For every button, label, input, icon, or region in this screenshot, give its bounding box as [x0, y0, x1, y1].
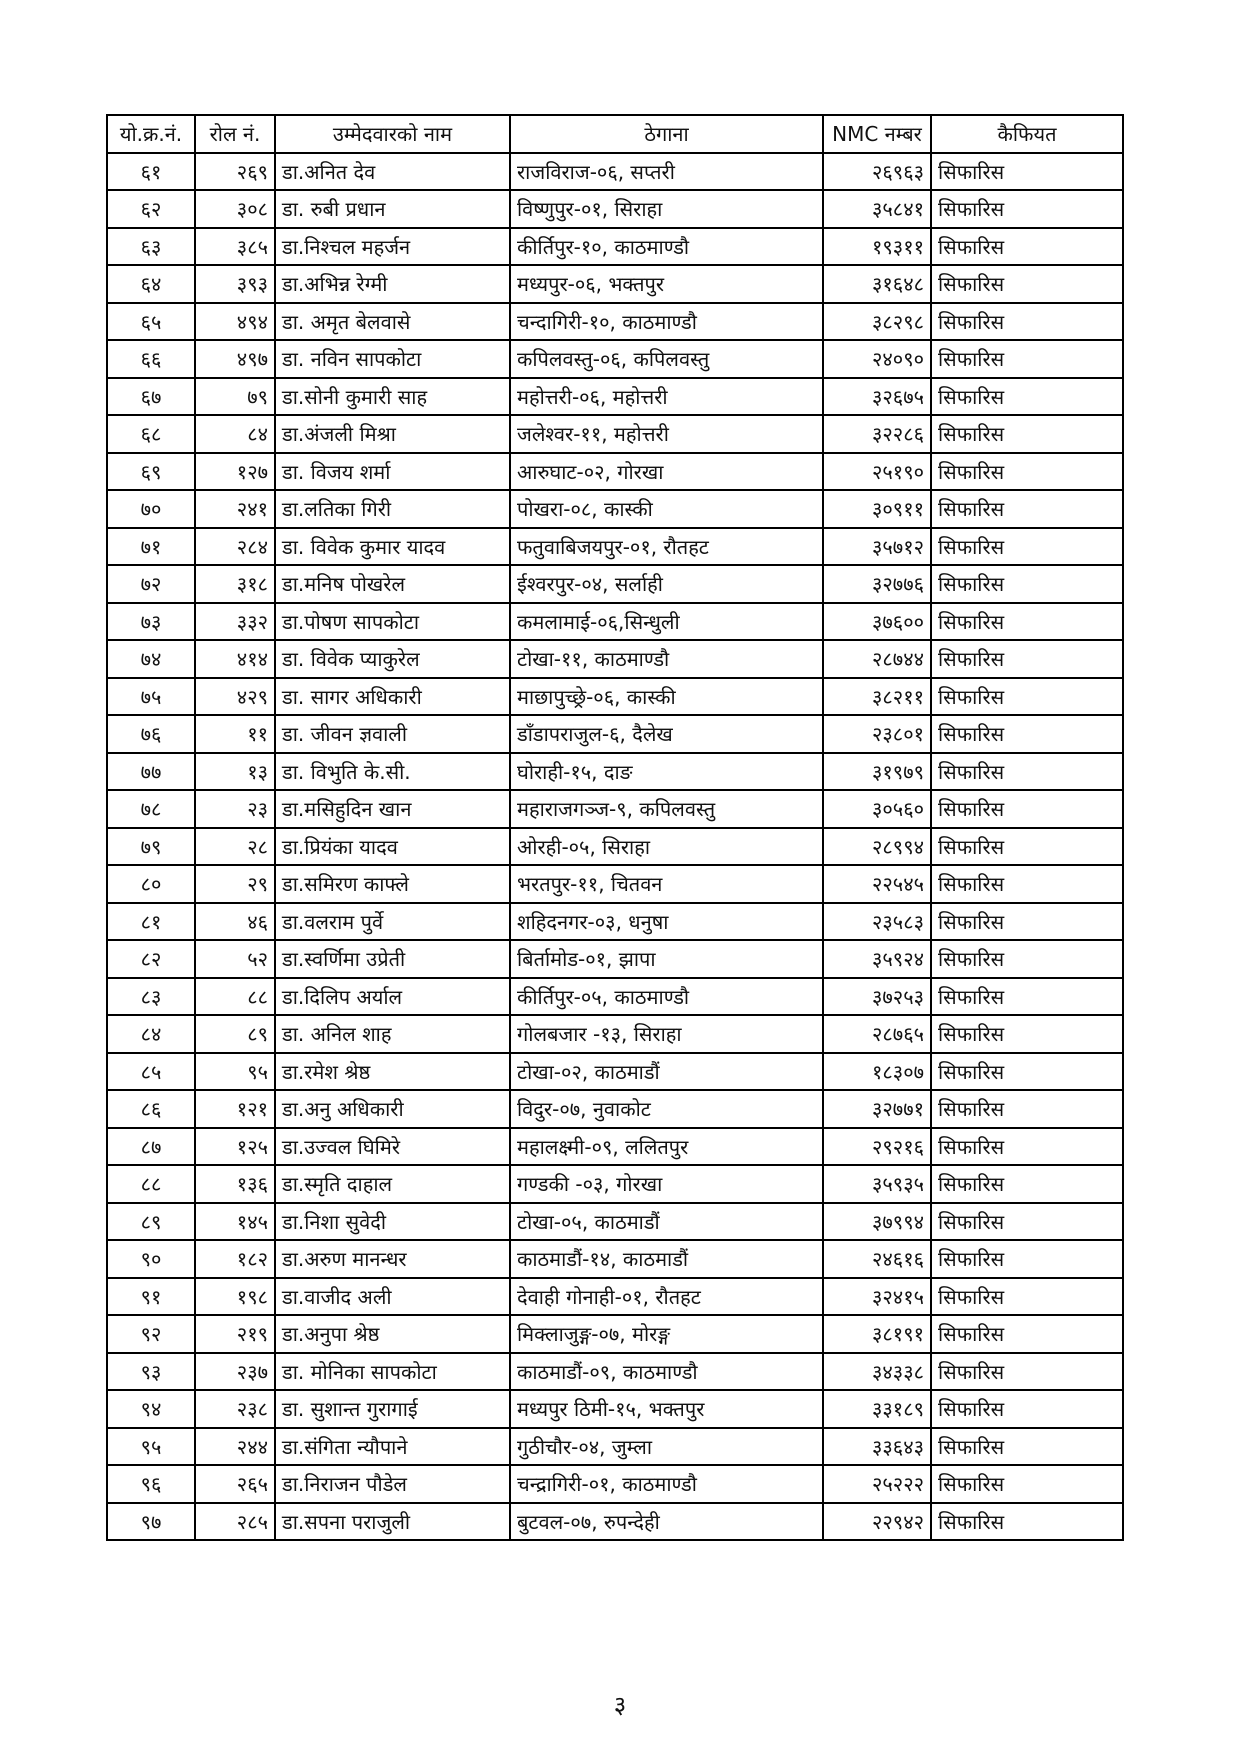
candidate-name-cell: डा. सुशान्त गुरागाई	[275, 1390, 510, 1428]
roll-number-cell: १२७	[195, 453, 275, 491]
table-row	[107, 565, 1123, 603]
nmc-number-cell: ३३१८९	[823, 1390, 931, 1428]
serial-number-cell: ८५	[107, 1053, 195, 1091]
candidate-name-cell: डा.रमेश श्रेष्ठ	[275, 1053, 510, 1091]
remarks-cell: सिफारिस	[931, 1203, 1123, 1241]
candidate-name-cell: डा.निश्चल महर्जन	[275, 228, 510, 266]
remarks-cell: सिफारिस	[931, 265, 1123, 303]
nmc-number-cell: ३२७७१	[823, 1090, 931, 1128]
remarks-cell: सिफारिस	[931, 303, 1123, 341]
candidate-name-cell: डा.संगिता न्यौपाने	[275, 1428, 510, 1466]
nmc-number-cell: १९३११	[823, 228, 931, 266]
serial-number-cell: ६७	[107, 378, 195, 416]
roll-number-cell: २६९	[195, 153, 275, 191]
roll-number-cell: १४५	[195, 1203, 275, 1241]
table-row	[107, 265, 1123, 303]
address-cell: शहिदनगर-०३, धनुषा	[510, 903, 823, 941]
header-serial-number: यो.क्र.नं.	[107, 115, 195, 153]
address-cell: फतुवाबिजयपुर-०१, रौतहट	[510, 528, 823, 566]
address-cell: भरतपुर-११, चितवन	[510, 865, 823, 903]
serial-number-cell: ९३	[107, 1353, 195, 1391]
candidate-name-cell: डा.अभिन्न रेग्मी	[275, 265, 510, 303]
candidate-name-cell: डा.प्रियंका यादव	[275, 828, 510, 866]
nmc-number-cell: ३३६४३	[823, 1428, 931, 1466]
nmc-number-cell: १८३०७	[823, 1053, 931, 1091]
address-cell: कपिलवस्तु-०६, कपिलवस्तु	[510, 340, 823, 378]
table-row	[107, 828, 1123, 866]
page-number: ३	[613, 1691, 627, 1719]
remarks-cell: सिफारिस	[931, 1503, 1123, 1541]
nmc-number-cell: ३५९२४	[823, 940, 931, 978]
serial-number-cell: ९६	[107, 1465, 195, 1503]
roll-number-cell: १३६	[195, 1165, 275, 1203]
candidate-name-cell: डा.वलराम पुर्वे	[275, 903, 510, 941]
nmc-number-cell: ३१९७९	[823, 753, 931, 791]
address-cell: चन्दागिरी-१०, काठमाण्डौ	[510, 303, 823, 341]
remarks-cell: सिफारिस	[931, 1428, 1123, 1466]
address-cell: ईश्वरपुर-०४, सर्लाही	[510, 565, 823, 603]
roll-number-cell: ३८५	[195, 228, 275, 266]
candidate-name-cell: डा. जीवन ज्ञवाली	[275, 715, 510, 753]
address-cell: काठमाडौं-०९, काठमाण्डौ	[510, 1353, 823, 1391]
remarks-cell: सिफारिस	[931, 378, 1123, 416]
serial-number-cell: ९०	[107, 1240, 195, 1278]
table-row	[107, 603, 1123, 641]
serial-number-cell: ६२	[107, 190, 195, 228]
address-cell: टोखा-११, काठमाण्डौ	[510, 640, 823, 678]
remarks-cell: सिफारिस	[931, 1353, 1123, 1391]
address-cell: राजविराज-०६, सप्तरी	[510, 153, 823, 191]
address-cell: मिक्लाजुङ्ग-०७, मोरङ्ग	[510, 1315, 823, 1353]
table-row	[107, 1203, 1123, 1241]
address-cell: कीर्तिपुर-०५, काठमाण्डौ	[510, 978, 823, 1016]
candidate-name-cell: डा.पोषण सापकोटा	[275, 603, 510, 641]
roll-number-cell: २८५	[195, 1503, 275, 1541]
serial-number-cell: ८८	[107, 1165, 195, 1203]
nmc-number-cell: २३५८३	[823, 903, 931, 941]
nmc-number-cell: २२५४५	[823, 865, 931, 903]
table-row	[107, 490, 1123, 528]
address-cell: कीर्तिपुर-१०, काठमाण्डौ	[510, 228, 823, 266]
remarks-cell: सिफारिस	[931, 940, 1123, 978]
remarks-cell: सिफारिस	[931, 1240, 1123, 1278]
candidate-name-cell: डा. विवेक प्याकुरेल	[275, 640, 510, 678]
table-row	[107, 790, 1123, 828]
header-candidate-name: उम्मेदवारको नाम	[275, 115, 510, 153]
serial-number-cell: ७५	[107, 678, 195, 716]
candidate-name-cell: डा.स्मृति दाहाल	[275, 1165, 510, 1203]
remarks-cell: सिफारिस	[931, 790, 1123, 828]
serial-number-cell: ८४	[107, 1015, 195, 1053]
remarks-cell: सिफारिस	[931, 1278, 1123, 1316]
serial-number-cell: ७७	[107, 753, 195, 791]
roll-number-cell: ८८	[195, 978, 275, 1016]
roll-number-cell: २४१	[195, 490, 275, 528]
candidate-name-cell: डा.अरुण मानन्धर	[275, 1240, 510, 1278]
candidate-name-cell: डा.मनिष पोखरेल	[275, 565, 510, 603]
nmc-number-cell: ३८२११	[823, 678, 931, 716]
nmc-number-cell: २५२२२	[823, 1465, 931, 1503]
table-row	[107, 640, 1123, 678]
candidate-name-cell: डा.अनित देव	[275, 153, 510, 191]
serial-number-cell: ७३	[107, 603, 195, 641]
serial-number-cell: ७८	[107, 790, 195, 828]
serial-number-cell: ८०	[107, 865, 195, 903]
remarks-cell: सिफारिस	[931, 865, 1123, 903]
roll-number-cell: १३	[195, 753, 275, 791]
table-row	[107, 715, 1123, 753]
table-row	[107, 1315, 1123, 1353]
nmc-number-cell: २३८०१	[823, 715, 931, 753]
table-row	[107, 1015, 1123, 1053]
table-row	[107, 453, 1123, 491]
remarks-cell: सिफारिस	[931, 340, 1123, 378]
table-row	[107, 228, 1123, 266]
roll-number-cell: २३	[195, 790, 275, 828]
serial-number-cell: ८९	[107, 1203, 195, 1241]
remarks-cell: सिफारिस	[931, 1015, 1123, 1053]
serial-number-cell: ८२	[107, 940, 195, 978]
table-row	[107, 1240, 1123, 1278]
table-header-row	[107, 115, 1123, 153]
table-row	[107, 1503, 1123, 1541]
roll-number-cell: १२५	[195, 1128, 275, 1166]
roll-number-cell: ४९७	[195, 340, 275, 378]
serial-number-cell: ८७	[107, 1128, 195, 1166]
roll-number-cell: ८९	[195, 1015, 275, 1053]
remarks-cell: सिफारिस	[931, 1315, 1123, 1353]
nmc-number-cell: ३२६७५	[823, 378, 931, 416]
roll-number-cell: २३८	[195, 1390, 275, 1428]
table-row	[107, 1128, 1123, 1166]
candidate-name-cell: डा.अनुपा श्रेष्ठ	[275, 1315, 510, 1353]
remarks-cell: सिफारिस	[931, 228, 1123, 266]
nmc-number-cell: २८७६५	[823, 1015, 931, 1053]
roll-number-cell: १२१	[195, 1090, 275, 1128]
roll-number-cell: १८२	[195, 1240, 275, 1278]
candidate-name-cell: डा. मोनिका सापकोटा	[275, 1353, 510, 1391]
remarks-cell: सिफारिस	[931, 1128, 1123, 1166]
remarks-cell: सिफारिस	[931, 640, 1123, 678]
address-cell: महालक्ष्मी-०९, ललितपुर	[510, 1128, 823, 1166]
address-cell: ओरही-०५, सिराहा	[510, 828, 823, 866]
candidate-name-cell: डा.स्वर्णिमा उप्रेती	[275, 940, 510, 978]
remarks-cell: सिफारिस	[931, 1165, 1123, 1203]
serial-number-cell: ७२	[107, 565, 195, 603]
address-cell: बुटवल-०७, रुपन्देही	[510, 1503, 823, 1541]
roll-number-cell: ७९	[195, 378, 275, 416]
remarks-cell: सिफारिस	[931, 603, 1123, 641]
candidate-name-cell: डा. अमृत बेलवासे	[275, 303, 510, 341]
remarks-cell: सिफारिस	[931, 1053, 1123, 1091]
serial-number-cell: ७९	[107, 828, 195, 866]
address-cell: टोखा-०५, काठमाडौं	[510, 1203, 823, 1241]
candidate-name-cell: डा.समिरण काफ्ले	[275, 865, 510, 903]
table-row	[107, 1165, 1123, 1203]
nmc-number-cell: ३४३३८	[823, 1353, 931, 1391]
nmc-number-cell: ३०५६०	[823, 790, 931, 828]
header-address: ठेगाना	[510, 115, 823, 153]
remarks-cell: सिफारिस	[931, 153, 1123, 191]
candidate-name-cell: डा. नविन सापकोटा	[275, 340, 510, 378]
table-row	[107, 903, 1123, 941]
remarks-cell: सिफारिस	[931, 528, 1123, 566]
serial-number-cell: ८३	[107, 978, 195, 1016]
candidate-name-cell: डा.लतिका गिरी	[275, 490, 510, 528]
remarks-cell: सिफारिस	[931, 828, 1123, 866]
remarks-cell: सिफारिस	[931, 1390, 1123, 1428]
nmc-number-cell: २८९९४	[823, 828, 931, 866]
nmc-number-cell: ३७९९४	[823, 1203, 931, 1241]
remarks-cell: सिफारिस	[931, 903, 1123, 941]
roll-number-cell: ११	[195, 715, 275, 753]
candidate-name-cell: डा. विजय शर्मा	[275, 453, 510, 491]
nmc-number-cell: २४०९०	[823, 340, 931, 378]
serial-number-cell: ७०	[107, 490, 195, 528]
roll-number-cell: ३०८	[195, 190, 275, 228]
address-cell: मध्यपुर-०६, भक्तपुर	[510, 265, 823, 303]
remarks-cell: सिफारिस	[931, 715, 1123, 753]
nmc-number-cell: २६९६३	[823, 153, 931, 191]
address-cell: महाराजगञ्ज-९, कपिलवस्तु	[510, 790, 823, 828]
candidate-name-cell: डा.उज्वल घिमिरे	[275, 1128, 510, 1166]
table-row	[107, 378, 1123, 416]
roll-number-cell: २१९	[195, 1315, 275, 1353]
serial-number-cell: ६३	[107, 228, 195, 266]
roll-number-cell: ४१४	[195, 640, 275, 678]
serial-number-cell: ७६	[107, 715, 195, 753]
address-cell: आरुघाट-०२, गोरखा	[510, 453, 823, 491]
remarks-cell: सिफारिस	[931, 490, 1123, 528]
nmc-number-cell: ३७२५३	[823, 978, 931, 1016]
serial-number-cell: ७१	[107, 528, 195, 566]
address-cell: देवाही गोनाही-०१, रौतहट	[510, 1278, 823, 1316]
address-cell: गण्डकी -०३, गोरखा	[510, 1165, 823, 1203]
address-cell: काठमाडौं-१४, काठमाडौं	[510, 1240, 823, 1278]
address-cell: विष्णुपुर-०१, सिराहा	[510, 190, 823, 228]
serial-number-cell: ८१	[107, 903, 195, 941]
address-cell: गोलबजार -१३, सिराहा	[510, 1015, 823, 1053]
nmc-number-cell: २५१९०	[823, 453, 931, 491]
nmc-number-cell: ३५७१२	[823, 528, 931, 566]
roll-number-cell: ४२९	[195, 678, 275, 716]
serial-number-cell: ६१	[107, 153, 195, 191]
roll-number-cell: ३३२	[195, 603, 275, 641]
table-row	[107, 303, 1123, 341]
serial-number-cell: ६४	[107, 265, 195, 303]
serial-number-cell: ९७	[107, 1503, 195, 1541]
roll-number-cell: ४९४	[195, 303, 275, 341]
nmc-number-cell: ३८२९८	[823, 303, 931, 341]
table-row	[107, 340, 1123, 378]
serial-number-cell: ७४	[107, 640, 195, 678]
roll-number-cell: २९	[195, 865, 275, 903]
header-remarks: कैफियत	[931, 115, 1123, 153]
nmc-number-cell: २९२१६	[823, 1128, 931, 1166]
nmc-number-cell: ३२२८६	[823, 415, 931, 453]
serial-number-cell: ६६	[107, 340, 195, 378]
remarks-cell: सिफारिस	[931, 453, 1123, 491]
serial-number-cell: ६८	[107, 415, 195, 453]
address-cell: मध्यपुर ठिमी-१५, भक्तपुर	[510, 1390, 823, 1428]
serial-number-cell: ९५	[107, 1428, 195, 1466]
roll-number-cell: ४६	[195, 903, 275, 941]
candidate-name-cell: डा. विभुति के.सी.	[275, 753, 510, 791]
table-body	[107, 153, 1123, 1541]
header-nmc-number: NMC नम्बर	[823, 115, 931, 153]
table-row	[107, 190, 1123, 228]
table-row	[107, 1428, 1123, 1466]
table-row	[107, 1278, 1123, 1316]
address-cell: पोखरा-०८, कास्की	[510, 490, 823, 528]
nmc-number-cell: २२९४२	[823, 1503, 931, 1541]
roll-number-cell: २४४	[195, 1428, 275, 1466]
table-row	[107, 978, 1123, 1016]
roll-number-cell: २३७	[195, 1353, 275, 1391]
nmc-number-cell: २४६१६	[823, 1240, 931, 1278]
candidate-name-cell: डा.सपना पराजुली	[275, 1503, 510, 1541]
nmc-number-cell: ३७६००	[823, 603, 931, 641]
table-row	[107, 865, 1123, 903]
roll-number-cell: १९८	[195, 1278, 275, 1316]
nmc-number-cell: ३०९११	[823, 490, 931, 528]
roll-number-cell: २६५	[195, 1465, 275, 1503]
candidate-name-cell: डा.सोनी कुमारी साह	[275, 378, 510, 416]
address-cell: गुठीचौर-०४, जुम्ला	[510, 1428, 823, 1466]
candidate-name-cell: डा.निराजन पौडेल	[275, 1465, 510, 1503]
candidate-name-cell: डा.अंजली मिश्रा	[275, 415, 510, 453]
nmc-number-cell: ३२७७६	[823, 565, 931, 603]
remarks-cell: सिफारिस	[931, 678, 1123, 716]
serial-number-cell: ६५	[107, 303, 195, 341]
address-cell: कमलामाई-०६,सिन्धुली	[510, 603, 823, 641]
serial-number-cell: ९२	[107, 1315, 195, 1353]
nmc-number-cell: २८७४४	[823, 640, 931, 678]
address-cell: जलेश्वर-११, महोत्तरी	[510, 415, 823, 453]
table-row	[107, 1353, 1123, 1391]
table-row	[107, 1090, 1123, 1128]
roll-number-cell: ५२	[195, 940, 275, 978]
address-cell: चन्द्रागिरी-०१, काठमाण्डौ	[510, 1465, 823, 1503]
roll-number-cell: ८४	[195, 415, 275, 453]
address-cell: विदुर-०७, नुवाकोट	[510, 1090, 823, 1128]
nmc-number-cell: ३१६४८	[823, 265, 931, 303]
serial-number-cell: ९१	[107, 1278, 195, 1316]
nmc-number-cell: ३२४१५	[823, 1278, 931, 1316]
table-row	[107, 528, 1123, 566]
address-cell: बिर्तामोड-०१, झापा	[510, 940, 823, 978]
roll-number-cell: ९५	[195, 1053, 275, 1091]
serial-number-cell: ८६	[107, 1090, 195, 1128]
remarks-cell: सिफारिस	[931, 1465, 1123, 1503]
serial-number-cell: ९४	[107, 1390, 195, 1428]
table-row	[107, 1465, 1123, 1503]
candidate-name-cell: डा.दिलिप अर्याल	[275, 978, 510, 1016]
candidate-name-cell: डा. अनिल शाह	[275, 1015, 510, 1053]
candidate-name-cell: डा.अनु अधिकारी	[275, 1090, 510, 1128]
address-cell: डाँडापराजुल-६, दैलेख	[510, 715, 823, 753]
table-row	[107, 415, 1123, 453]
candidate-name-cell: डा. विवेक कुमार यादव	[275, 528, 510, 566]
table-row	[107, 1390, 1123, 1428]
roll-number-cell: ३९३	[195, 265, 275, 303]
remarks-cell: सिफारिस	[931, 565, 1123, 603]
table-row	[107, 153, 1123, 191]
address-cell: माछापुच्छ्रे-०६, कास्की	[510, 678, 823, 716]
table-row	[107, 753, 1123, 791]
nmc-number-cell: ३५९३५	[823, 1165, 931, 1203]
nmc-number-cell: ३५८४१	[823, 190, 931, 228]
roll-number-cell: ३१८	[195, 565, 275, 603]
address-cell: महोत्तरी-०६, महोत्तरी	[510, 378, 823, 416]
serial-number-cell: ६९	[107, 453, 195, 491]
roll-number-cell: २८४	[195, 528, 275, 566]
nmc-number-cell: ३८१९१	[823, 1315, 931, 1353]
candidate-table	[106, 114, 1124, 1541]
candidate-name-cell: डा. रुबी प्रधान	[275, 190, 510, 228]
address-cell: टोखा-०२, काठमाडौं	[510, 1053, 823, 1091]
table-row	[107, 1053, 1123, 1091]
address-cell: घोराही-१५, दाङ	[510, 753, 823, 791]
remarks-cell: सिफारिस	[931, 753, 1123, 791]
roll-number-cell: २८	[195, 828, 275, 866]
table-row	[107, 678, 1123, 716]
candidate-name-cell: डा.निशा सुवेदी	[275, 1203, 510, 1241]
remarks-cell: सिफारिस	[931, 190, 1123, 228]
remarks-cell: सिफारिस	[931, 415, 1123, 453]
candidate-name-cell: डा.मसिहुदिन खान	[275, 790, 510, 828]
header-roll-number: रोल नं.	[195, 115, 275, 153]
candidate-name-cell: डा. सागर अधिकारी	[275, 678, 510, 716]
candidate-name-cell: डा.वाजीद अली	[275, 1278, 510, 1316]
remarks-cell: सिफारिस	[931, 1090, 1123, 1128]
remarks-cell: सिफारिस	[931, 978, 1123, 1016]
table-row	[107, 940, 1123, 978]
